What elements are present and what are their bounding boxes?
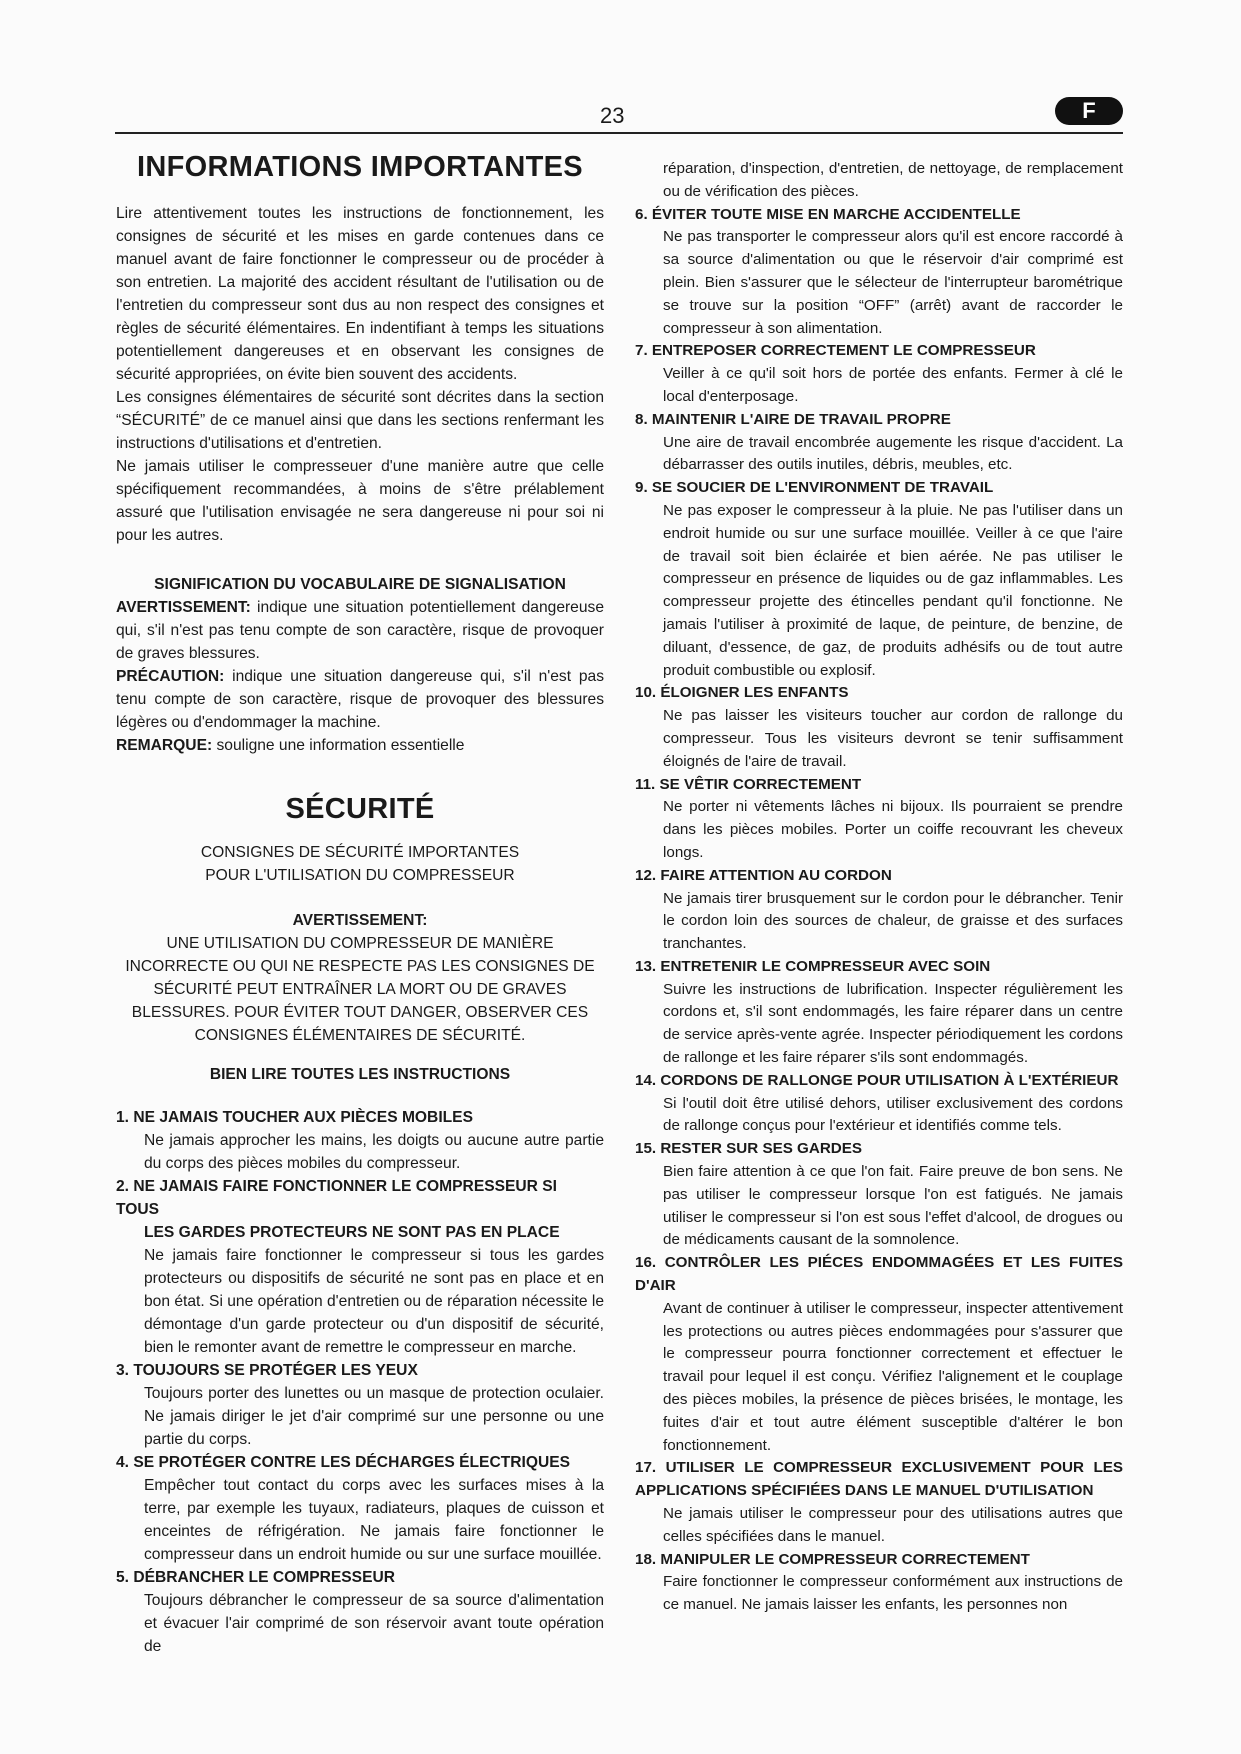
item-title: 14. CORDONS DE RALLONGE POUR UTILISATION À L'EXTÉRIEUR xyxy=(635,1071,1119,1089)
safety-item xyxy=(635,409,1123,477)
signal-caution xyxy=(116,665,604,734)
item-title: 11. SE VÊTIR CORRECTEMENT xyxy=(635,775,862,793)
item-body: Toujours débrancher le compresseur de sa source d'alimentation et évacuer l'air comprimé de son réservoir avant toute opération de xyxy=(144,1592,604,1655)
item-title: 9. SE SOUCIER DE L'ENVIRONMENT DE TRAVAIL xyxy=(635,479,994,497)
header-rule xyxy=(115,132,1123,134)
item-title: 6. ÉVITER TOUTE MISE EN MARCHE ACCIDENTELLE xyxy=(635,205,1021,223)
safety-item xyxy=(635,340,1123,408)
safety-item xyxy=(116,1106,604,1175)
item-title: 10. ÉLOIGNER LES ENFANTS xyxy=(635,684,849,702)
item-body: Veiller à ce qu'il soit hors de portée des enfants. Fermer à clé le local d'enterposage. xyxy=(663,365,1123,405)
item-title: 2. NE JAMAIS FAIRE FONCTIONNER LE COMPRESSEUR SI TOUS xyxy=(116,1178,558,1218)
language-badge: F xyxy=(1055,97,1123,125)
item-body: Avant de continuer à utiliser le compresseur, inspecter attentivement les protections ou autres pièces endommagées pour s'assurer que le compresseur pourra fonctionner correctement et effectuer le travail pour lequel il est conçu. Vérifiez l'alignement et le couplage des pièces mobiles, la présence de pièces brisées, le montage, les fuites d'air et tout autre élément susceptible d'altérer le bon fonctionnement. xyxy=(663,1299,1123,1454)
signal-term: PRÉCAUTION: xyxy=(116,668,225,685)
intro-paragraph: Ne jamais utiliser le compresseuer d'une manière autre que celle spécifiquement recommandées, à moins de s'être prélablement assuré que l'utilisation envisagée ne sera dangereuse ni pour soi ni pour les autres. xyxy=(116,458,604,544)
item-body: Ne porter ni vêtements lâches ni bijoux. Ils pourraient se prendre dans les pièces mobiles. Porter un coiffe recouvrant les cheveux longs. xyxy=(663,798,1123,861)
item-title: 1. NE JAMAIS TOUCHER AUX PIÈCES MOBILES xyxy=(116,1109,473,1126)
safety-item xyxy=(635,1070,1123,1138)
safety-item xyxy=(635,1457,1123,1548)
consignes-line: POUR L'UTILISATION DU COMPRESSEUR xyxy=(205,867,515,884)
safety-item xyxy=(635,956,1123,1070)
intro-paragraph: Lire attentivement toutes les instructions de fonctionnement, les consignes de sécurité et les mises en garde contenues dans ce manuel avant de faire fonctionner le compresseur ou de procéder à son entretien. La majorité des accident résultant de l'utilisation ou de l'entretien du compresseur sont dus au non respect des consignes et règles de sécurité élémentaires. En indentifiant à temps les situations potentiellement dangereuses et en observant les consignes de sécurité appropriées, on évite bien souvent des accidents. xyxy=(116,205,604,383)
item-body: Ne pas transporter le compresseur alors qu'il est encore raccordé à sa source d'alimentation ou que le réservoir d'air comprimé est plein. Bien s'assurer que le sélecteur de l'interrupteur barométrique se trouve sur la position “OFF” (arrêt) avant de raccorder le compresseur à son alimentation. xyxy=(663,228,1123,337)
item-title: 18. MANIPULER LE COMPRESSEUR CORRECTEMENT xyxy=(635,1550,1030,1568)
consignes-line: CONSIGNES DE SÉCURITÉ IMPORTANTES xyxy=(200,844,520,861)
signal-heading: SIGNIFICATION DU VOCABULAIRE DE SIGNALISATION xyxy=(154,576,566,593)
item-title: 3. TOUJOURS SE PROTÉGER LES YEUX xyxy=(116,1362,418,1379)
warning-heading: AVERTISSEMENT: xyxy=(292,912,428,929)
item-body: Ne jamais approcher les mains, les doigts ou aucune autre partie du corps des pièces mobiles du compresseur. xyxy=(144,1132,604,1172)
continuation-text: réparation, d'inspection, d'entretien, de nettoyage, de remplacement ou de vérification des pièces. xyxy=(663,160,1123,200)
intro-paragraph: Les consignes élémentaires de sécurité sont décrites dans la section “SÉCURITÉ” de ce manuel ainsi que dans les sections renfermant les instructions d'utilisations et d'entretien. xyxy=(116,389,604,452)
item-body: Bien faire attention à ce que l'on fait. Faire preuve de bon sens. Ne pas utiliser le compresseur lorsque l'on est fatigués. Ne jamais utiliser le compresseur si l'on est sous l'effet d'alcool, de drogues ou de médicaments causant de la somnolence. xyxy=(663,1163,1123,1249)
item-body: Une aire de travail encombrée augemente les risque d'accident. La débarrasser des outils inutiles, débris, meubles, etc. xyxy=(663,433,1123,474)
item-title: 15. RESTER SUR SES GARDES xyxy=(635,1140,863,1158)
item-body: Ne jamais faire fonctionner le compresseur si tous les gardes protecteurs ou dispositifs de sécurité ne sont pas en place et en bon état. Si une opération d'entretien ou de réparation nécessite le démontage d'un garde protecteur ou d'un dispositif de sécurité, bien le remonter avant de remettre le compresseur en marche. xyxy=(144,1247,604,1356)
safety-item xyxy=(635,774,1123,865)
signal-warning xyxy=(116,596,604,665)
item-title: 12. FAIRE ATTENTION AU CORDON xyxy=(635,866,892,884)
signal-text: souligne une information essentielle xyxy=(212,737,465,754)
signal-note xyxy=(116,734,604,757)
item-body: Empêcher tout contact du corps avec les surfaces mises à la terre, par exemple les tuyaux, radiateurs, plaques de cuisson et enceintes de réfrigération. Ne jamais faire fonctionner le compresseur dans un endroit humide ou sur une surface mouillée. xyxy=(144,1477,604,1563)
safety-item xyxy=(635,477,1123,682)
safety-item xyxy=(635,1138,1123,1252)
signal-text: indique une situation dangereuse qui, s'il n'est pas tenu compte de son caractère, risque de provoquer des blessures légères ou d'endommager la machine. xyxy=(116,668,604,731)
safety-item xyxy=(635,1549,1123,1617)
warning-text: UNE UTILISATION DU COMPRESSEUR DE MANIÈRE INCORRECTE OU QUI NE RESPECTE PAS LES CONSIGNES DE SÉCURITÉ PEUT ENTRAÎNER LA MORT OU DE GRAVES BLESSURES. POUR ÉVITER TOUT DANGER, OBSERVER CES CONSIGNES ÉLÉMENTAIRES DE SÉCURITÉ. xyxy=(125,935,595,1044)
item-title-continued: LES GARDES PROTECTEURS NE SONT PAS EN PLACE xyxy=(144,1224,560,1241)
important-info-title: INFORMATIONS IMPORTANTES xyxy=(137,151,583,183)
read-all-heading: BIEN LIRE TOUTES LES INSTRUCTIONS xyxy=(209,1066,511,1083)
item-body: Ne jamais tirer brusquement sur le cordon pour le débrancher. Tenir le cordon loin des sources de chaleur, de graisse et des surfaces tranchantes. xyxy=(663,889,1123,953)
item-body: Ne jamais utiliser le compresseur pour des utilisations autres que celles spécifiées dans le manuel. xyxy=(663,1505,1123,1545)
safety-item xyxy=(635,204,1123,341)
signal-text: indique une situation potentiellement dangereuse qui, s'il n'est pas tenu compte de son caractère, risque de provoquer de graves blessures. xyxy=(116,599,604,662)
item-body: Suivre les instructions de lubrification. Inspecter régulièrement les cordons et, s'il sont endommagés, les faire réparer dans un centre de service après-vente agrée. Inspecter périodiquement les cordons de rallonge et les faire réparer s'ils sont endommagés. xyxy=(663,980,1123,1067)
safety-item xyxy=(116,1175,604,1359)
item-body: Si l'outil doit être utilisé dehors, utiliser exclusivement des cordons de rallonge conçus pour l'extérieur et identifiés comme tels. xyxy=(663,1094,1123,1135)
signal-term: REMARQUE: xyxy=(116,737,213,754)
safety-item xyxy=(635,1252,1123,1457)
item-body: Ne pas exposer le compresseur à la pluie. Ne pas l'utiliser dans un endroit humide ou sur une surface mouillée. Veiller à ce que l'aire de travail soit bien éclairée et bien aérée. Ne pas utiliser le compresseur en présence de liquides ou de gaz inflammables. Les compresseur projette des étincelles pendant qu'il fonctionne. Ne jamais l'utiliser à proximité de laque, de peinture, de benzine, de diluant, d'essence, de gaz, de produits adhésifs ou de tout autre produit combustible ou explosif. xyxy=(663,501,1123,679)
item-title: 13. ENTRETENIR LE COMPRESSEUR AVEC SOIN xyxy=(635,957,991,975)
item-title: 5. DÉBRANCHER LE COMPRESSEUR xyxy=(116,1569,395,1586)
safety-item xyxy=(116,1451,604,1566)
safety-item xyxy=(635,865,1123,956)
safety-item xyxy=(116,1359,604,1451)
left-column xyxy=(116,145,604,1658)
right-column xyxy=(635,158,1123,1617)
item-body: Faire fonctionner le compresseur conformément aux instructions de ce manuel. Ne jamais laisser les enfants, les personnes non xyxy=(663,1573,1123,1614)
safety-item xyxy=(635,682,1123,773)
item-body: Toujours porter des lunettes ou un masque de protection oculaier. Ne jamais diriger le jet d'air comprimé sur une personne ou une partie du corps. xyxy=(144,1385,604,1448)
item-title: 16. CONTRÔLER LES PIÉCES ENDOMMAGÉES ET LES FUITES D'AIR xyxy=(635,1254,1123,1295)
signal-term: AVERTISSEMENT: xyxy=(116,599,251,616)
item-body: Ne pas laisser les visiteurs toucher aur cordon de rallonge du compresseur. Tous les visiteurs devront se tenir suffisamment éloignés de l'aire de travail. xyxy=(663,707,1123,770)
security-title: SÉCURITÉ xyxy=(285,793,435,825)
item-title: 7. ENTREPOSER CORRECTEMENT LE COMPRESSEUR xyxy=(635,342,1036,360)
item-title: 17. UTILISER LE COMPRESSEUR EXCLUSIVEMENT POUR LES APPLICATIONS SPÉCIFIÉES DANS LE MANUEL D'UTILISATION xyxy=(635,1459,1123,1500)
item-title: 4. SE PROTÉGER CONTRE LES DÉCHARGES ÉLECTRIQUES xyxy=(116,1454,571,1471)
page-number: 23 xyxy=(600,103,625,128)
safety-item xyxy=(116,1566,604,1658)
item-title: 8. MAINTENIR L'AIRE DE TRAVAIL PROPRE xyxy=(635,410,951,428)
